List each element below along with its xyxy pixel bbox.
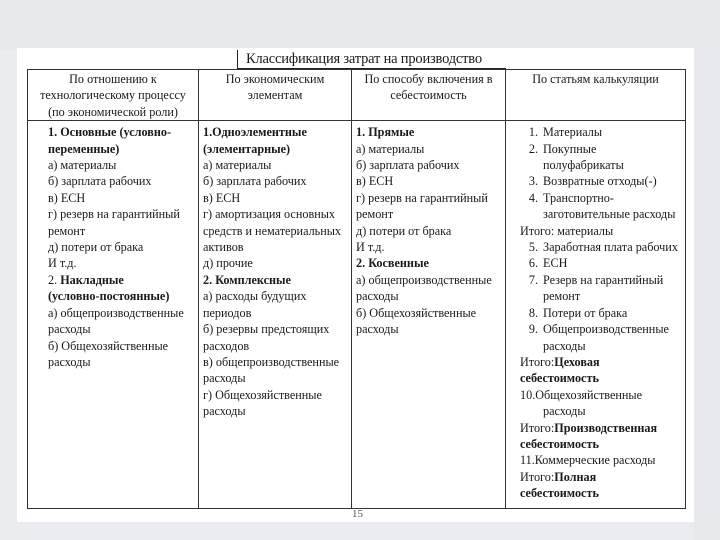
list-item: б) зарплата рабочих <box>48 174 152 189</box>
list-item: а) материалы <box>48 158 117 173</box>
list-item: 10.Общехозяйственные <box>520 387 643 402</box>
list-item: периодов <box>203 305 252 320</box>
list-item: 6. ЕСН <box>528 256 568 271</box>
list-item: И т.д. <box>356 240 385 255</box>
list-item: б) зарплата рабочих <box>203 174 307 189</box>
list-item: г) резерв на гарантийный <box>48 207 180 222</box>
group-title: 1.Одноэлементные <box>203 125 307 140</box>
list-item: И т.д. <box>48 256 77 271</box>
list-item: расходы <box>356 289 399 304</box>
list-item: б) Общехозяйственные <box>48 338 169 353</box>
subtotal: Итого: Производственная <box>520 420 658 435</box>
list-item: б) резервы предстоящих <box>203 322 330 337</box>
group-title: переменные) <box>48 141 120 156</box>
list-item: а) материалы <box>203 158 272 173</box>
subtotal: Итого: Полная <box>520 469 597 484</box>
list-item: 7. Резерв на гарантийный <box>528 272 664 287</box>
list-item: расходы <box>48 322 91 337</box>
top-band <box>0 0 720 50</box>
list-item: полуфабрикаты <box>543 158 624 173</box>
list-item: д) потери от брака <box>356 223 452 238</box>
subtotal: себестоимость <box>520 436 599 451</box>
list-item: г) Общехозяйственные <box>203 387 322 402</box>
list-item: а) общепроизводственные <box>48 305 184 320</box>
list-item: 3. Возвратные отходы(-) <box>528 174 657 189</box>
list-item: расходы <box>203 371 246 386</box>
list-item: активов <box>203 240 244 255</box>
list-item: в) ЕСН <box>203 190 241 205</box>
column-header: По способу включения в себестоимость <box>352 70 506 121</box>
column-tech-process <box>28 121 199 509</box>
column-header: По отношению к технологическому процессу (по экономической роли) <box>28 70 199 121</box>
list-item: 1. Материалы <box>528 125 603 140</box>
group-title: Основные (условно- <box>60 125 172 140</box>
column-header: По экономическим элементам <box>199 70 352 121</box>
subtotal: Итого: Цеховая <box>520 354 600 369</box>
list-item: расходов <box>203 338 250 353</box>
column-header: По статьям калькуляции <box>506 70 686 121</box>
list-item: 9. Общепроизводственные <box>528 322 669 337</box>
group-title: Накладные <box>60 272 124 287</box>
group-title: (элементарные) <box>203 141 291 156</box>
list-item: в) ЕСН <box>48 190 86 205</box>
list-item: 5. Заработная плата рабочих <box>528 240 678 255</box>
list-item: заготовительные расходы <box>543 207 676 222</box>
list-item: расходы <box>203 404 246 419</box>
group-title: (условно-постоянные) <box>48 289 170 304</box>
list-item: а) материалы <box>356 141 425 156</box>
subtotal: себестоимость <box>520 486 599 501</box>
list-item: ремонт <box>48 223 86 238</box>
list-item: 11.Коммерческие расходы <box>520 453 656 468</box>
list-item: средств и нематериальных <box>203 223 342 238</box>
list-item: а) общепроизводственные <box>356 272 492 287</box>
subtotal: Итого: материалы <box>520 223 614 238</box>
right-band <box>694 50 720 540</box>
list-item: расходы <box>356 322 399 337</box>
list-item: а) расходы будущих <box>203 289 307 304</box>
list-item: 8. Потери от брака <box>528 305 628 320</box>
subtotal: себестоимость <box>520 371 599 386</box>
list-item: расходы <box>48 354 91 369</box>
list-item: б) зарплата рабочих <box>356 158 460 173</box>
group-title: 2. Косвенные <box>356 256 429 271</box>
table-header-row <box>28 70 686 121</box>
column-economic-elements <box>199 121 352 509</box>
list-item: г) резерв на гарантийный <box>356 190 488 205</box>
table-row <box>28 121 686 509</box>
list-item: расходы <box>543 404 586 419</box>
group-title: 2. Комплексные <box>203 272 291 287</box>
list-item: д) потери от брака <box>48 240 144 255</box>
list-item: в) общепроизводственные <box>203 354 340 369</box>
list-item: в) ЕСН <box>356 174 394 189</box>
group-title: 1. Прямые <box>356 125 415 140</box>
list-item: ремонт <box>543 289 581 304</box>
list-item: ремонт <box>356 207 394 222</box>
page-number: 15 <box>352 508 363 520</box>
column-inclusion-method <box>352 121 506 509</box>
list-item: расходы <box>543 338 586 353</box>
list-item: г) амортизация основных <box>203 207 336 222</box>
list-item: 4. Транспортно- <box>528 190 614 205</box>
column-cost-items <box>506 121 686 509</box>
list-item: д) прочие <box>203 256 253 271</box>
list-item: 2. Покупные <box>528 141 597 156</box>
list-item: б) Общехозяйственные <box>356 305 477 320</box>
group-number: 1. <box>48 125 58 140</box>
group-number: 2. <box>48 272 58 287</box>
classification-table <box>27 69 686 509</box>
page-title: Классификация затрат на производство <box>237 50 506 69</box>
